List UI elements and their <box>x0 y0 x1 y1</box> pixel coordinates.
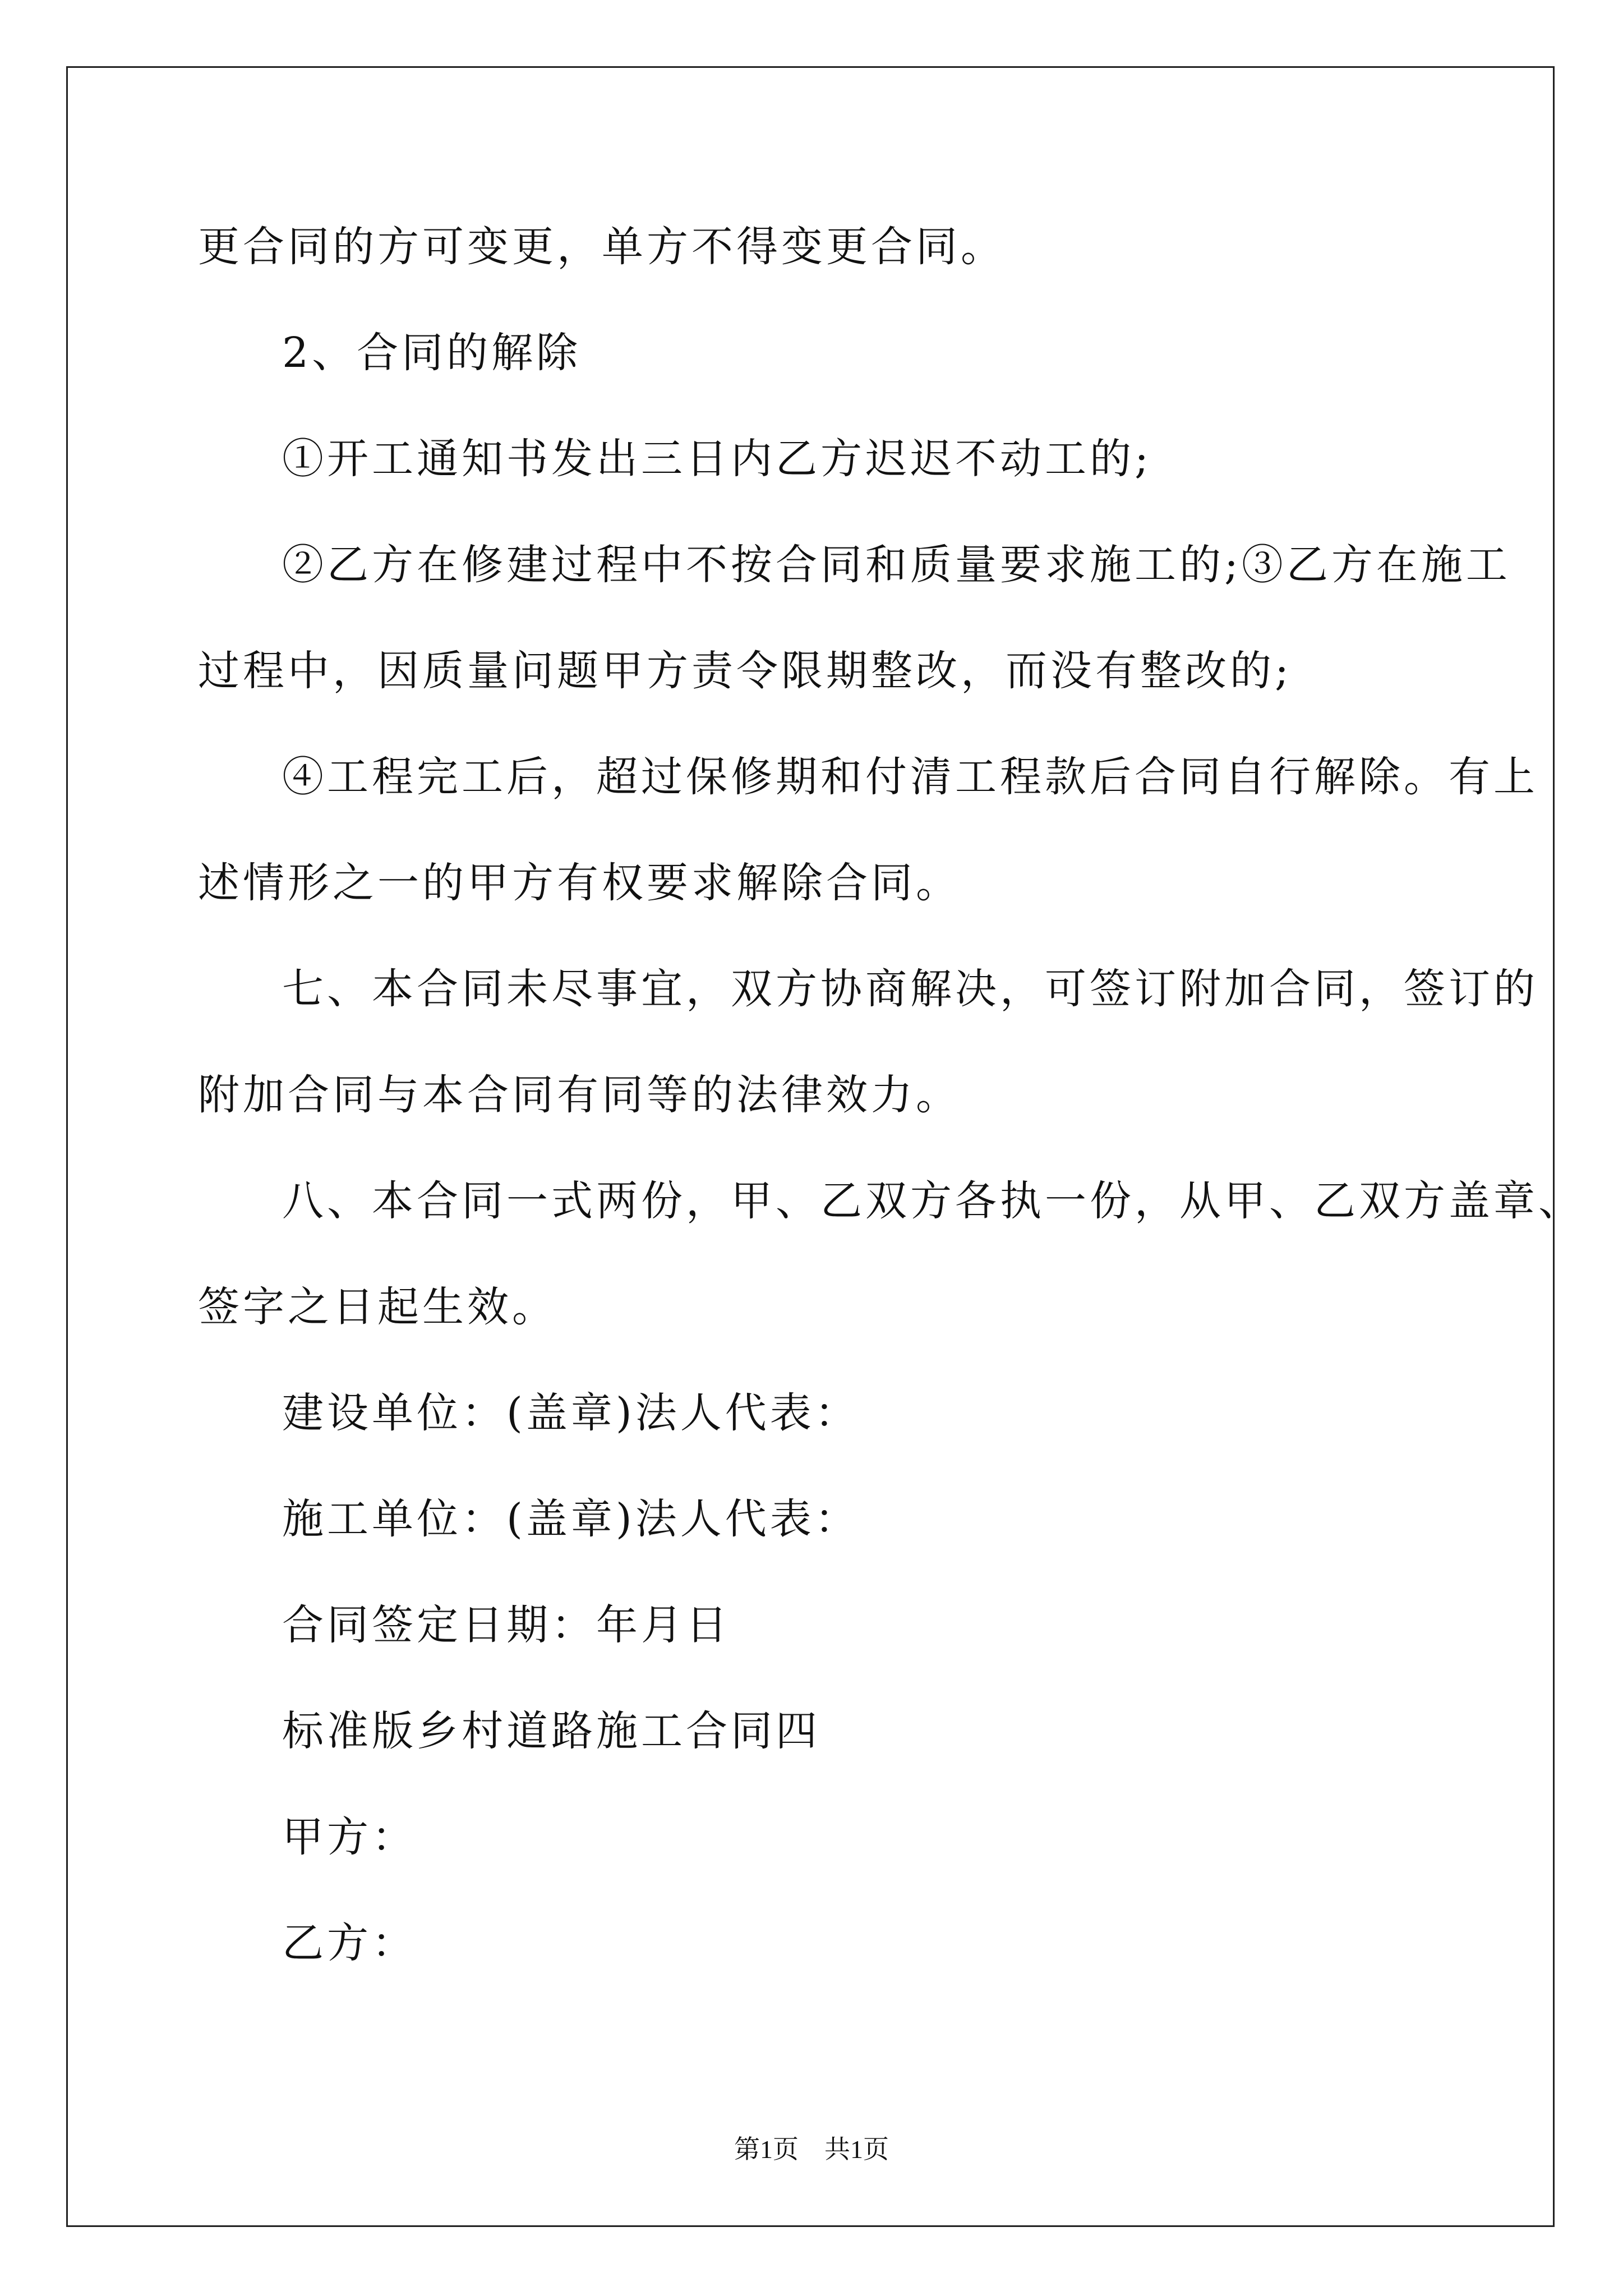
text-line-1: 更合同的方可变更，单方不得变更合同。 <box>198 223 1006 271</box>
clause-eight-line-2: 签字之日起生效。 <box>198 1283 557 1331</box>
signature-contractor-unit: 施工单位：(盖章)法人代表： <box>282 1495 860 1543</box>
party-b-label: 乙方： <box>282 1919 417 1967</box>
text-line-4: ②乙方在修建过程中不按合同和质量要求施工的;③乙方在施工 <box>282 541 1511 589</box>
clause-seven-line-2: 附加合同与本合同有同等的法律效力。 <box>198 1071 961 1119</box>
party-a-label: 甲方： <box>282 1813 417 1861</box>
text-line-7: 述情形之一的甲方有权要求解除合同。 <box>198 859 961 907</box>
clause-eight-line-1: 八、本合同一式两份，甲、乙双方各执一份，从甲、乙双方盖章、 <box>282 1177 1583 1225</box>
signing-date: 合同签定日期：年月日 <box>282 1601 731 1649</box>
next-contract-title: 标准版乡村道路施工合同四 <box>282 1707 820 1755</box>
signature-construction-unit: 建设单位：(盖章)法人代表： <box>282 1389 860 1437</box>
document-text <box>198 210 1583 2013</box>
document-body <box>198 210 1583 2013</box>
text-line-3: ①开工通知书发出三日内乙方迟迟不动工的; <box>282 435 1152 483</box>
clause-seven-line-1: 七、本合同未尽事宜，双方协商解决，可签订附加合同，签订的 <box>282 965 1538 1013</box>
section-heading-contract-termination: 2、合同的解除 <box>282 329 582 377</box>
text-line-6: ④工程完工后，超过保修期和付清工程款后合同自行解除。有上 <box>282 753 1538 801</box>
text-line-5: 过程中，因质量问题甲方责令限期整改，而没有整改的; <box>198 647 1292 695</box>
page-number-footer: 第1页 共1页 <box>734 2135 889 2164</box>
